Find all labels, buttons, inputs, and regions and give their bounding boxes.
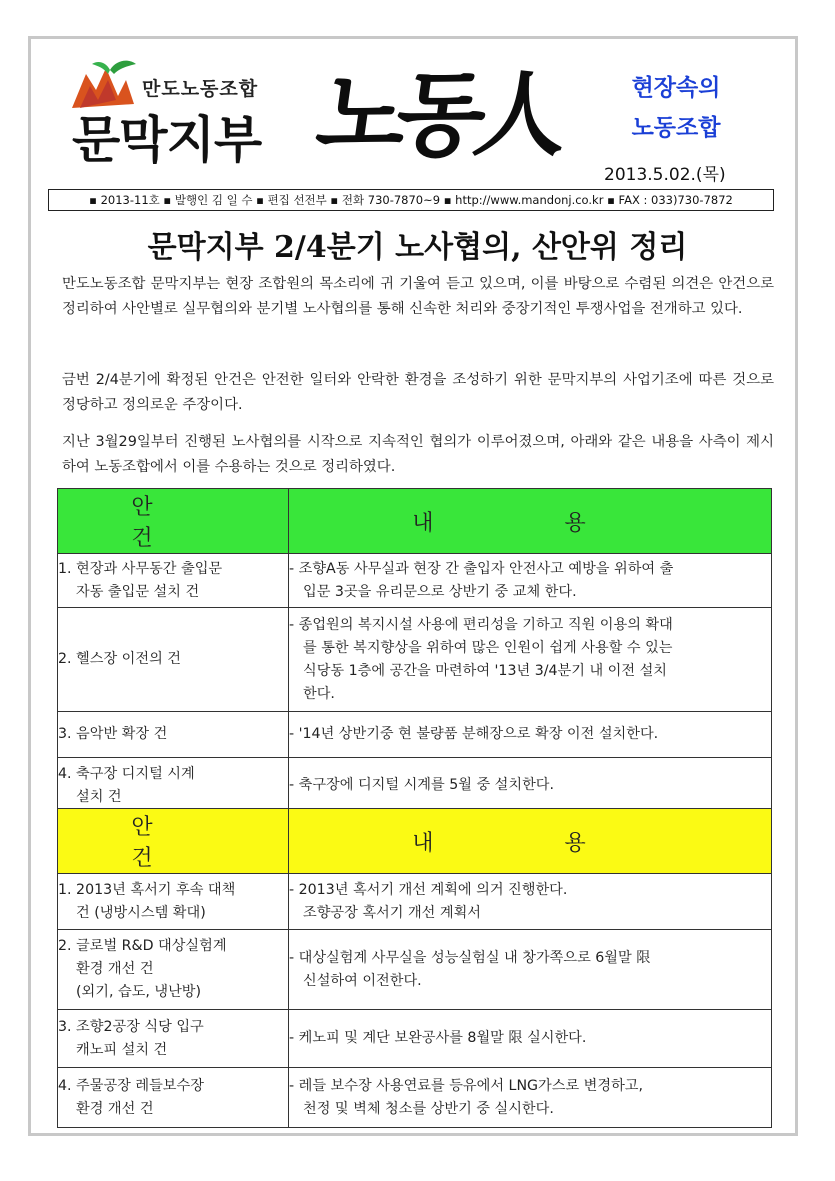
header-agenda: 안 건 — [58, 809, 289, 874]
agenda-item: 2. 글로벌 R&D 대상실험계 환경 개선 건 (외기, 습도, 냉난방) — [58, 930, 289, 1010]
slogan-line-1: 현장속의 — [631, 75, 721, 101]
slogan-line-2: 노동조합 — [631, 115, 721, 141]
agenda-content: - 종업원의 복지시설 사용에 편리성을 기하고 직원 이용의 확대 를 통한 복지향상을 위하여 많은 인원이 쉽게 사용할 수 있는 식당동 1층에 공간을 마련하여 '13년 3/4분기 내 이전 설치 한다. — [289, 608, 772, 712]
agenda-content: - 레들 보수장 사용연료를 등유에서 LNG가스로 변경하고, 천정 및 벽체 청소를 상반기 중 실시한다. — [289, 1068, 772, 1128]
branch-name: 문막지부 — [72, 110, 262, 169]
table-header-row — [58, 809, 772, 874]
agenda-content: - '14년 상반기중 현 불량품 분해장으로 확장 이전 설치한다. — [289, 712, 772, 758]
slogan — [606, 68, 746, 148]
agenda-item: 3. 음악반 확장 건 — [58, 712, 289, 758]
newspaper-title: 노동人 — [310, 61, 566, 169]
headline: 문막지부 2/4분기 노사협의, 산안위 정리 — [147, 230, 688, 265]
agenda-content: - 축구장에 디지털 시계를 5월 중 설치한다. — [289, 758, 772, 814]
agenda-content: - 2013년 혹서기 개선 계획에 의거 진행한다. 조향공장 혹서기 개선 계획서 — [289, 874, 772, 930]
agenda-item: 2. 헬스장 이전의 건 — [58, 608, 289, 712]
header-agenda: 안 건 — [58, 489, 289, 554]
publication-info-bar: ▪ 2013-11호 ▪ 발행인 김 일 수 ▪ 편집 선전부 ▪ 전화 730-7870~9 ▪ http://www.mandonj.co.kr ▪ FAX : 033)730-7872 — [48, 189, 774, 211]
table-header-row — [58, 489, 772, 554]
table-row — [58, 554, 772, 608]
agenda-item: 1. 2013년 혹서기 후속 대책 건 (냉방시스템 확대) — [58, 874, 289, 930]
issue-date: 2013.5.02.(목) — [604, 165, 726, 185]
agenda-content: - 조향A동 사무실과 현장 간 출입자 안전사고 예방을 위하여 출 입문 3곳을 유리문으로 상반기 중 교체 한다. — [289, 554, 772, 608]
paragraph-2: 금번 2/4분기에 확정된 안건은 안전한 일터와 안락한 환경을 조성하기 위한 문막지부의 사업기조에 따른 것으로 정당하고 정의로운 주장이다. — [62, 372, 774, 413]
agenda-table-1 — [57, 488, 772, 814]
agenda-table-2 — [57, 808, 772, 1128]
union-logo — [66, 56, 266, 176]
table-row — [58, 874, 772, 930]
union-name: 만도노동조합 — [142, 78, 259, 100]
agenda-content: - 대상실험계 사무실을 성능실험실 내 창가쪽으로 6월말 限 신설하여 이전한다. — [289, 930, 772, 1010]
agenda-item: 4. 축구장 디지털 시계 설치 건 — [58, 758, 289, 814]
agenda-item: 4. 주물공장 레들보수장 환경 개선 건 — [58, 1068, 289, 1128]
table-row — [58, 1010, 772, 1068]
agenda-item: 3. 조향2공장 식당 입구 캐노피 설치 건 — [58, 1010, 289, 1068]
table-row — [58, 712, 772, 758]
table-row — [58, 1068, 772, 1128]
agenda-item: 1. 현장과 사무동간 출입문 자동 출입문 설치 건 — [58, 554, 289, 608]
header-content: 내 용 — [289, 809, 772, 874]
table-row — [58, 930, 772, 1010]
paragraph-1: 만도노동조합 문막지부는 현장 조합원의 목소리에 귀 기울여 듣고 있으며, 이를 바탕으로 수렴된 의견은 안건으로 정리하여 사안별로 실무협의와 분기별 노사협의를 통해 신속한 처리와 중장기적인 투쟁사업을 전개하고 있다. — [62, 276, 774, 317]
agenda-content: - 케노피 및 계단 보완공사를 8월말 限 실시한다. — [289, 1010, 772, 1068]
table-row — [58, 758, 772, 814]
header-content: 내 용 — [289, 489, 772, 554]
paragraph-3: 지난 3월29일부터 진행된 노사협의를 시작으로 지속적인 협의가 이루어졌으며, 아래와 같은 내용을 사측이 제시하여 노동조합에서 이를 수용하는 것으로 정리하였다. — [62, 434, 774, 475]
table-row — [58, 608, 772, 712]
